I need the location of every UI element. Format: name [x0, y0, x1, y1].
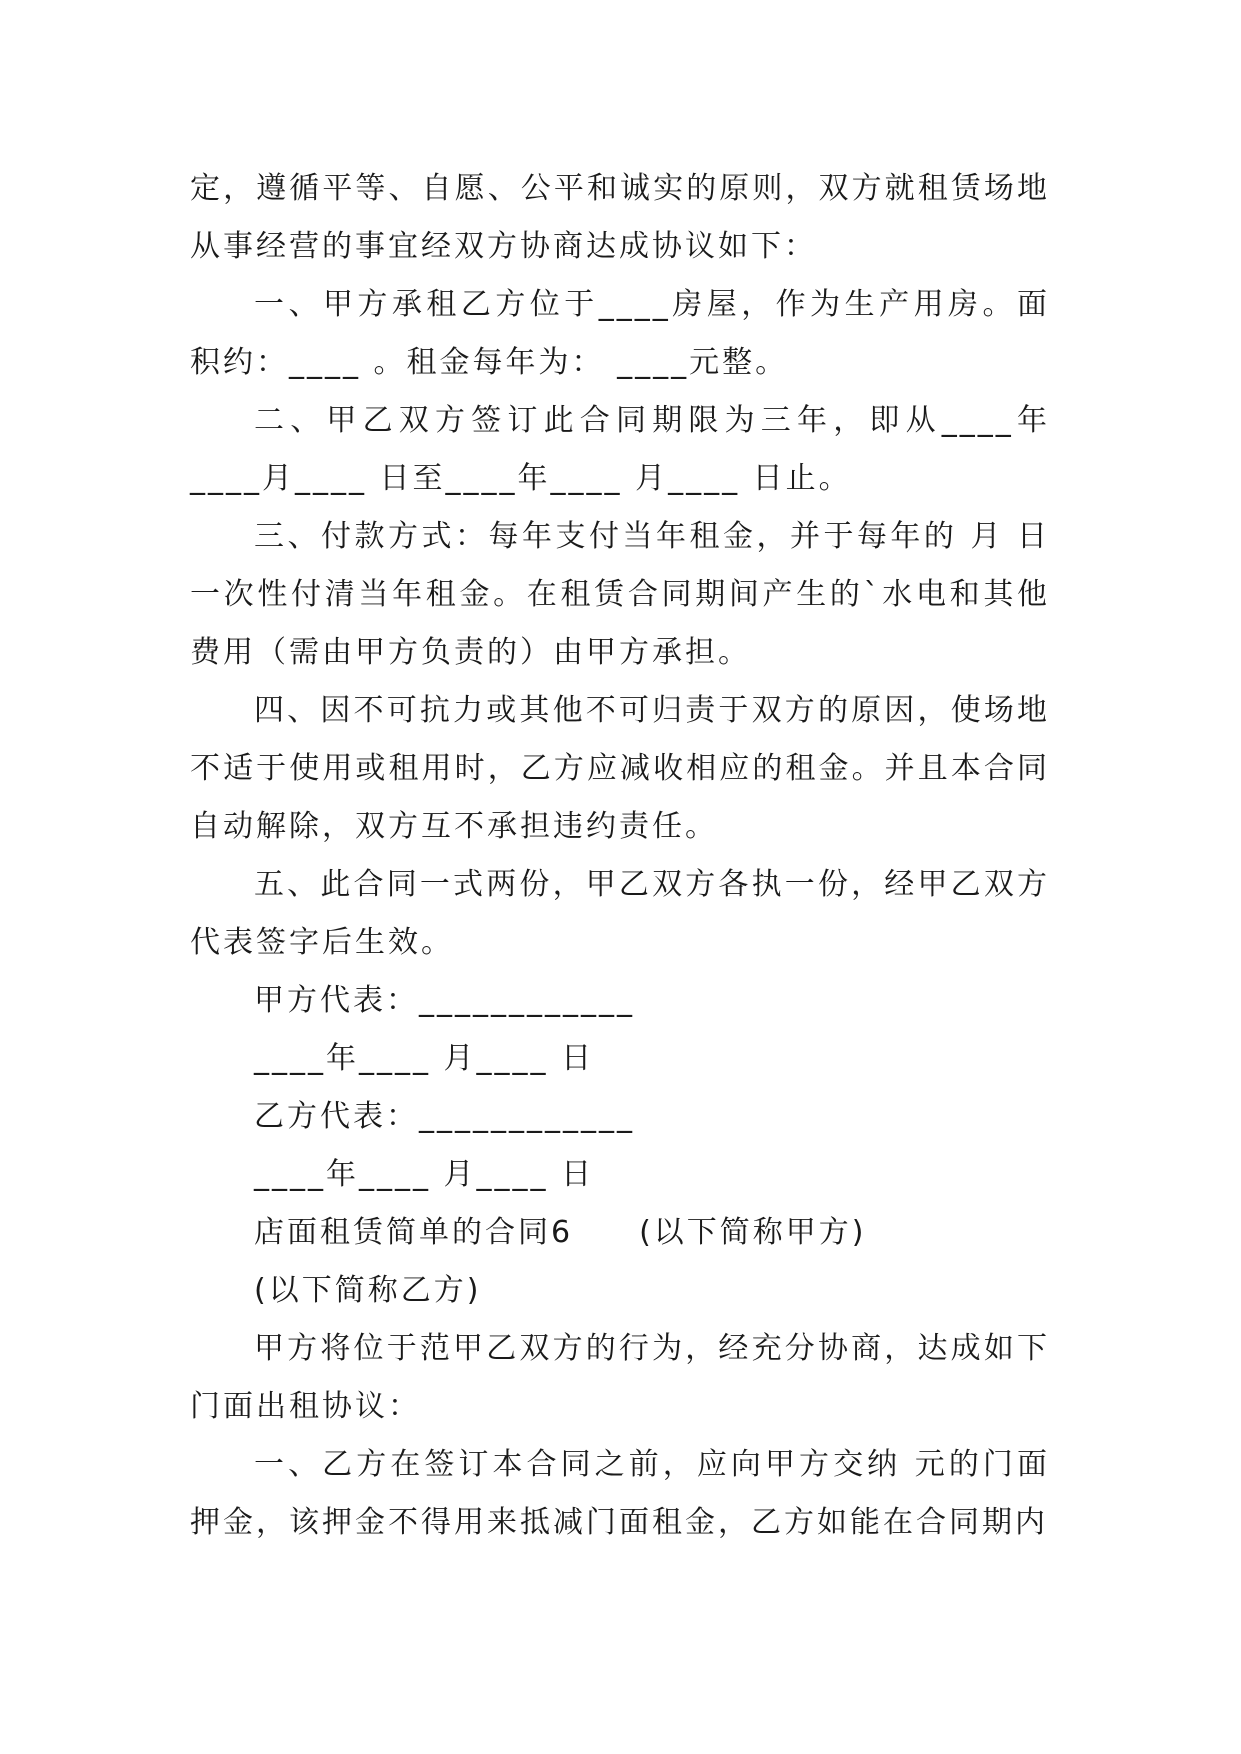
- paragraph-intro-continuation: 定，遵循平等、自愿、公平和诚实的原则，双方就租赁场地从事经营的事宜经双方协商达成协议如下：: [190, 171, 1050, 264]
- paragraph-clause-3-payment: 三、付款方式：每年支付当年租金，并于每年的 月 日一次性付清当年租金。在租赁合同期间产生的`水电和其他费用（需由甲方负责的）由甲方承担。: [190, 519, 1050, 670]
- paragraph-clause-1-location-area-rent: 一、甲方承租乙方位于____房屋，作为生产用房。面积约：____ 。租金每年为： ____元整。: [190, 287, 1050, 380]
- party-a-representative-line: 甲方代表：____________: [254, 983, 635, 1018]
- paragraph-clause-2-term: 二、甲乙双方签订此合同期限为三年，即从____年____月____ 日至____年____ 月____ 日止。: [190, 403, 1050, 496]
- paragraph-clause-4-force-majeure: 四、因不可抗力或其他不可归责于双方的原因，使场地不适于使用或租用时，乙方应减收相应的租金。并且本合同自动解除，双方互不承担违约责任。: [190, 693, 1050, 844]
- paragraph-contract-6-clause-1-deposit: 一、乙方在签订本合同之前，应向甲方交纳 元的门面押金，该押金不得用来抵减门面租金，乙方如能在合同期内: [190, 1447, 1050, 1540]
- paragraph-contract-6-intro: 甲方将位于范甲乙双方的行为，经充分协商，达成如下门面出租协议：: [190, 1331, 1050, 1424]
- paragraph-clause-5-copies: 五、此合同一式两份，甲乙双方各执一份，经甲乙双方代表签字后生效。: [190, 867, 1050, 960]
- party-b-abbreviation-line: (以下简称乙方): [254, 1273, 482, 1308]
- party-b-representative-line: 乙方代表：____________: [254, 1099, 635, 1134]
- party-b-date-line: ____年____ 月____ 日: [254, 1157, 595, 1192]
- contract-6-heading: 店面租赁简单的合同6 (以下简称甲方): [254, 1215, 867, 1250]
- party-a-date-line: ____年____ 月____ 日: [254, 1041, 595, 1076]
- document-body: [190, 160, 1050, 1552]
